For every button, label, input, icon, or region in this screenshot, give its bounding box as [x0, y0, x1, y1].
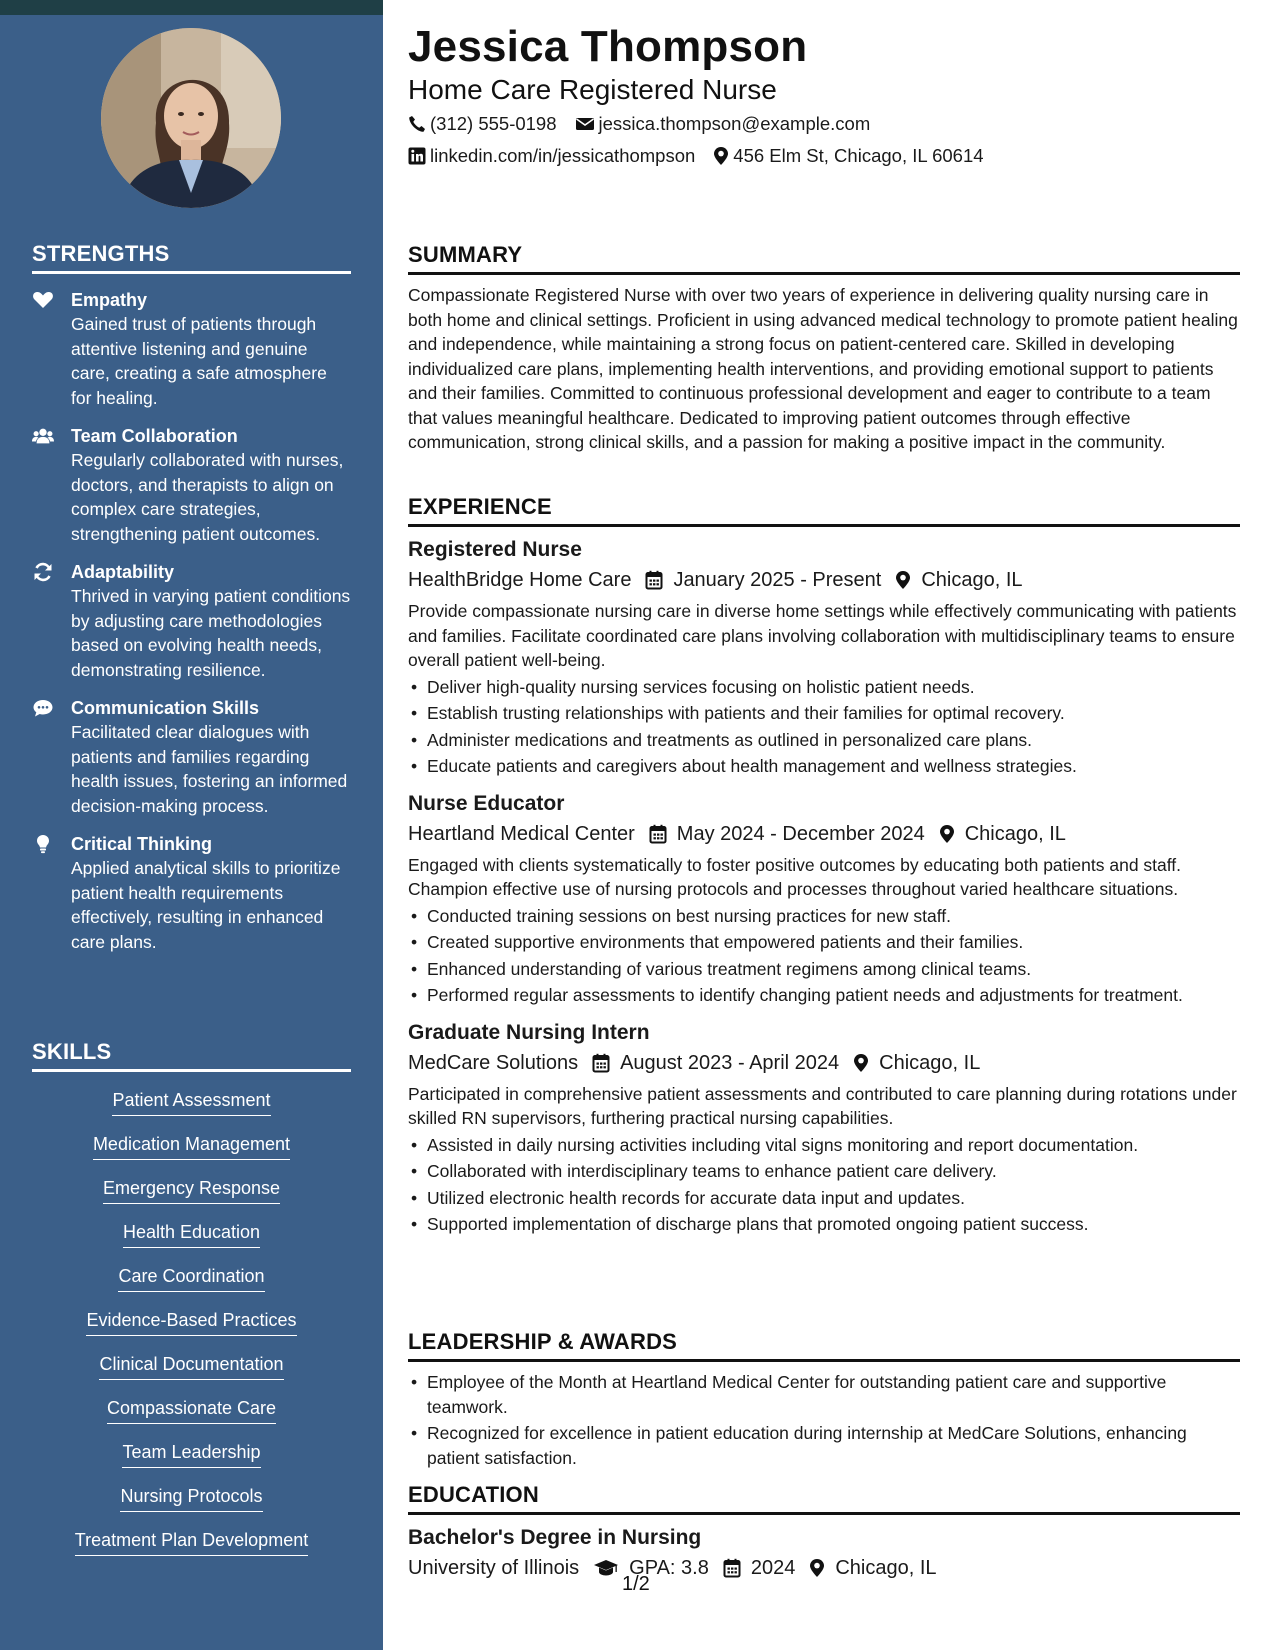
phone-number: (312) 555-0198 [430, 113, 557, 134]
phone-icon [408, 115, 426, 133]
job-bullet: • Created supportive environments that empowered patients and their families. [408, 930, 1240, 955]
job-entry [408, 1018, 1240, 1237]
education-location-text: Chicago, IL [835, 1557, 937, 1579]
job-title: Registered Nurse [408, 538, 582, 561]
strength-title: Critical Thinking [71, 834, 213, 854]
job-bullet: • Educate patients and caregivers about health management and wellness strategies. [408, 754, 1240, 779]
sidebar [0, 0, 383, 1650]
skill-item: Treatment Plan Development [75, 1528, 308, 1556]
candidate-role: Home Care Registered Nurse [408, 74, 777, 105]
job-bullet: • Performed regular assessments to identify changing patient needs and adjustments for treatment. [408, 983, 1240, 1008]
awards-heading: LEADERSHIP & AWARDS [408, 1329, 1240, 1362]
sync-icon [32, 562, 54, 582]
job-dates-text: January 2025 - Present [673, 569, 882, 591]
skill-item: Patient Assessment [112, 1088, 270, 1116]
education-heading: EDUCATION [408, 1482, 1240, 1515]
school-name: University of Illinois [408, 1557, 580, 1579]
strength-title: Empathy [71, 290, 148, 310]
job-entry [408, 789, 1240, 1008]
job-title: Graduate Nursing Intern [408, 1020, 650, 1044]
job-bullets [408, 675, 1240, 779]
job-bullet: • Conducted training sessions on best nursing practices for new staff. [408, 904, 1240, 929]
graduation-cap-icon [593, 1559, 619, 1577]
job-location [853, 1048, 980, 1078]
linkedin-link[interactable]: linkedin.com/in/jessicathompson [430, 145, 696, 166]
candidate-name: Jessica Thompson [408, 22, 808, 71]
graduation-year [723, 1553, 796, 1583]
calendar-icon [723, 1558, 741, 1578]
contact-row-1 [408, 113, 888, 135]
address-contact [713, 145, 983, 167]
lightbulb-icon [32, 834, 54, 854]
job-description: Participated in comprehensive patient assessments and contributed to care planning during rotations under skilled RN supervisors, furthering practical nursing capabilities. [408, 1083, 1237, 1128]
job-bullet: • Administer medications and treatments as outlined in personalized care plans. [408, 728, 1240, 753]
map-pin-icon [853, 1053, 869, 1073]
education-meta [408, 1553, 1240, 1583]
job-bullet: • Enhanced understanding of various treatment regimens among clinical teams. [408, 957, 1240, 982]
map-pin-icon [939, 824, 955, 844]
job-dates [592, 1048, 839, 1078]
strength-item [32, 288, 351, 410]
skill-item: Medication Management [93, 1132, 290, 1160]
summary-heading: SUMMARY [408, 242, 1240, 275]
strength-item [32, 832, 351, 954]
map-pin-icon [895, 570, 911, 590]
job-meta [408, 1048, 1240, 1078]
job-title: Nurse Educator [408, 791, 565, 815]
skill-item: Compassionate Care [107, 1396, 276, 1424]
gpa [593, 1553, 709, 1583]
job-description: Provide compassionate nursing care in diverse home settings while effectively communicating with patients and families. Facilitate coordinated care plans involving collaboration with multidisciplinary teams to ensure overall patient well-being. [408, 601, 1237, 670]
skill-item: Team Leadership [122, 1440, 260, 1468]
job-location-text: Chicago, IL [879, 1051, 981, 1074]
skills-list [32, 1088, 351, 1572]
award-item: • Employee of the Month at Heartland Medical Center for outstanding patient care and supportive teamwork. [408, 1370, 1240, 1419]
strength-description: Gained trust of patients through attentive listening and genuine care, creating a safe atmosphere for healing. [71, 314, 327, 408]
skill-item: Health Education [123, 1220, 260, 1248]
linkedin-icon [408, 147, 426, 165]
awards-section [408, 1329, 1240, 1480]
strength-description: Thrived in varying patient conditions by adjusting care methodologies based on evolving health needs, demonstrating resilience. [71, 586, 351, 680]
job-bullet: • Supported implementation of discharge plans that promoted ongoing patient success. [408, 1212, 1240, 1237]
sidebar-top-bar [0, 0, 383, 15]
summary-text: Compassionate Registered Nurse with over two years of experience in delivering quality nursing care in both home and clinical settings. Proficient in using advanced medical technology to promote patient healing and independence, while maintaining a strong focus on patient-centered care. Skilled in developing individualized care plans, implementing health interventions, and providing emotional support to patients and their families. Committed to continuous professional development and eager to contribute to a team that values meaningful healthcare. Dedicated to improving patient outcomes through effective communication, strong clinical skills, and a passion for making a positive impact in the community. [408, 285, 1238, 452]
experience-heading: EXPERIENCE [408, 494, 1240, 527]
strengths-heading: STRENGTHS [32, 241, 351, 274]
education-location [809, 1553, 936, 1583]
strength-item [32, 696, 351, 818]
job-bullet: • Establish trusting relationships with patients and their families for optimal recovery. [408, 701, 1240, 726]
chat-icon [32, 698, 54, 718]
job-entry [408, 535, 1240, 779]
job-bullet: • Collaborated with interdisciplinary teams to enhance patient care delivery. [408, 1159, 1240, 1184]
experience-section [408, 494, 1240, 1247]
heart-icon [32, 290, 54, 310]
job-company: HealthBridge Home Care [408, 569, 632, 591]
job-bullet: • Assisted in daily nursing activities including vital signs monitoring and report documentation. [408, 1133, 1240, 1158]
awards-list [408, 1370, 1240, 1470]
page-number: 1/2 [622, 1573, 650, 1595]
job-company: MedCare Solutions [408, 1051, 579, 1074]
skill-item: Emergency Response [103, 1176, 280, 1204]
job-dates [649, 819, 925, 849]
education-section [408, 1482, 1240, 1587]
job-location [939, 819, 1066, 849]
degree-title: Bachelor's Degree in Nursing [408, 1526, 702, 1549]
job-location-text: Chicago, IL [964, 822, 1066, 845]
address-text: 456 Elm St, Chicago, IL 60614 [733, 145, 984, 166]
job-meta [408, 565, 1240, 595]
strength-description: Regularly collaborated with nurses, doctors, and therapists to align on complex care strategies, strengthening patient outcomes. [71, 450, 344, 544]
skills-heading: SKILLS [32, 1039, 351, 1072]
skill-item: Evidence-Based Practices [86, 1308, 296, 1336]
email-link[interactable]: jessica.thompson@example.com [598, 113, 871, 134]
phone-contact [408, 113, 557, 135]
job-bullets [408, 1133, 1240, 1237]
profile-photo [101, 28, 281, 208]
job-location-text: Chicago, IL [921, 569, 1023, 591]
contact-row-2 [408, 145, 1002, 167]
calendar-icon [592, 1053, 610, 1073]
gpa-text: GPA: 3.8 [629, 1557, 709, 1579]
strength-title: Adaptability [71, 562, 175, 582]
strengths-section [32, 241, 351, 968]
avatar [101, 28, 281, 208]
strength-item [32, 424, 351, 546]
strength-title: Team Collaboration [71, 426, 238, 446]
strength-item [32, 560, 351, 682]
job-dates-text: May 2024 - December 2024 [676, 822, 925, 845]
award-item: • Recognized for excellence in patient education during internship at MedCare Solutions, enhancing patient satisfaction. [408, 1421, 1240, 1470]
job-description: Engaged with clients systematically to foster positive outcomes by educating both patients and staff. Champion effective use of nursing protocols and processes throughout varied healthcare situations. [408, 854, 1182, 899]
job-location [895, 565, 1022, 595]
job-bullet: • Utilized electronic health records for accurate data input and updates. [408, 1186, 1240, 1211]
job-dates [645, 565, 881, 595]
skill-item: Care Coordination [118, 1264, 264, 1292]
email-contact[interactable] [575, 113, 871, 135]
strength-description: Applied analytical skills to prioritize patient health requirements effectively, resulting in enhanced care plans. [71, 858, 341, 952]
skills-section [32, 1039, 351, 1572]
job-meta [408, 819, 1240, 849]
job-company: Heartland Medical Center [408, 822, 635, 845]
calendar-icon [645, 570, 663, 590]
map-pin-icon [809, 1558, 825, 1578]
envelope-icon [575, 116, 595, 132]
strength-title: Communication Skills [71, 698, 260, 718]
calendar-icon [649, 824, 667, 844]
graduation-year-text: 2024 [750, 1557, 796, 1579]
strength-description: Facilitated clear dialogues with patients and families regarding health issues, fostering an informed decision-making process. [71, 722, 348, 816]
skill-item: Nursing Protocols [120, 1484, 262, 1512]
users-icon [32, 426, 54, 446]
linkedin-contact[interactable] [408, 145, 695, 167]
job-bullets [408, 904, 1240, 1008]
job-bullet: • Deliver high-quality nursing services focusing on holistic patient needs. [408, 675, 1240, 700]
job-dates-text: August 2023 - April 2024 [620, 1051, 840, 1074]
skill-item: Clinical Documentation [99, 1352, 283, 1380]
summary-section [408, 242, 1240, 455]
map-pin-icon [713, 146, 729, 166]
